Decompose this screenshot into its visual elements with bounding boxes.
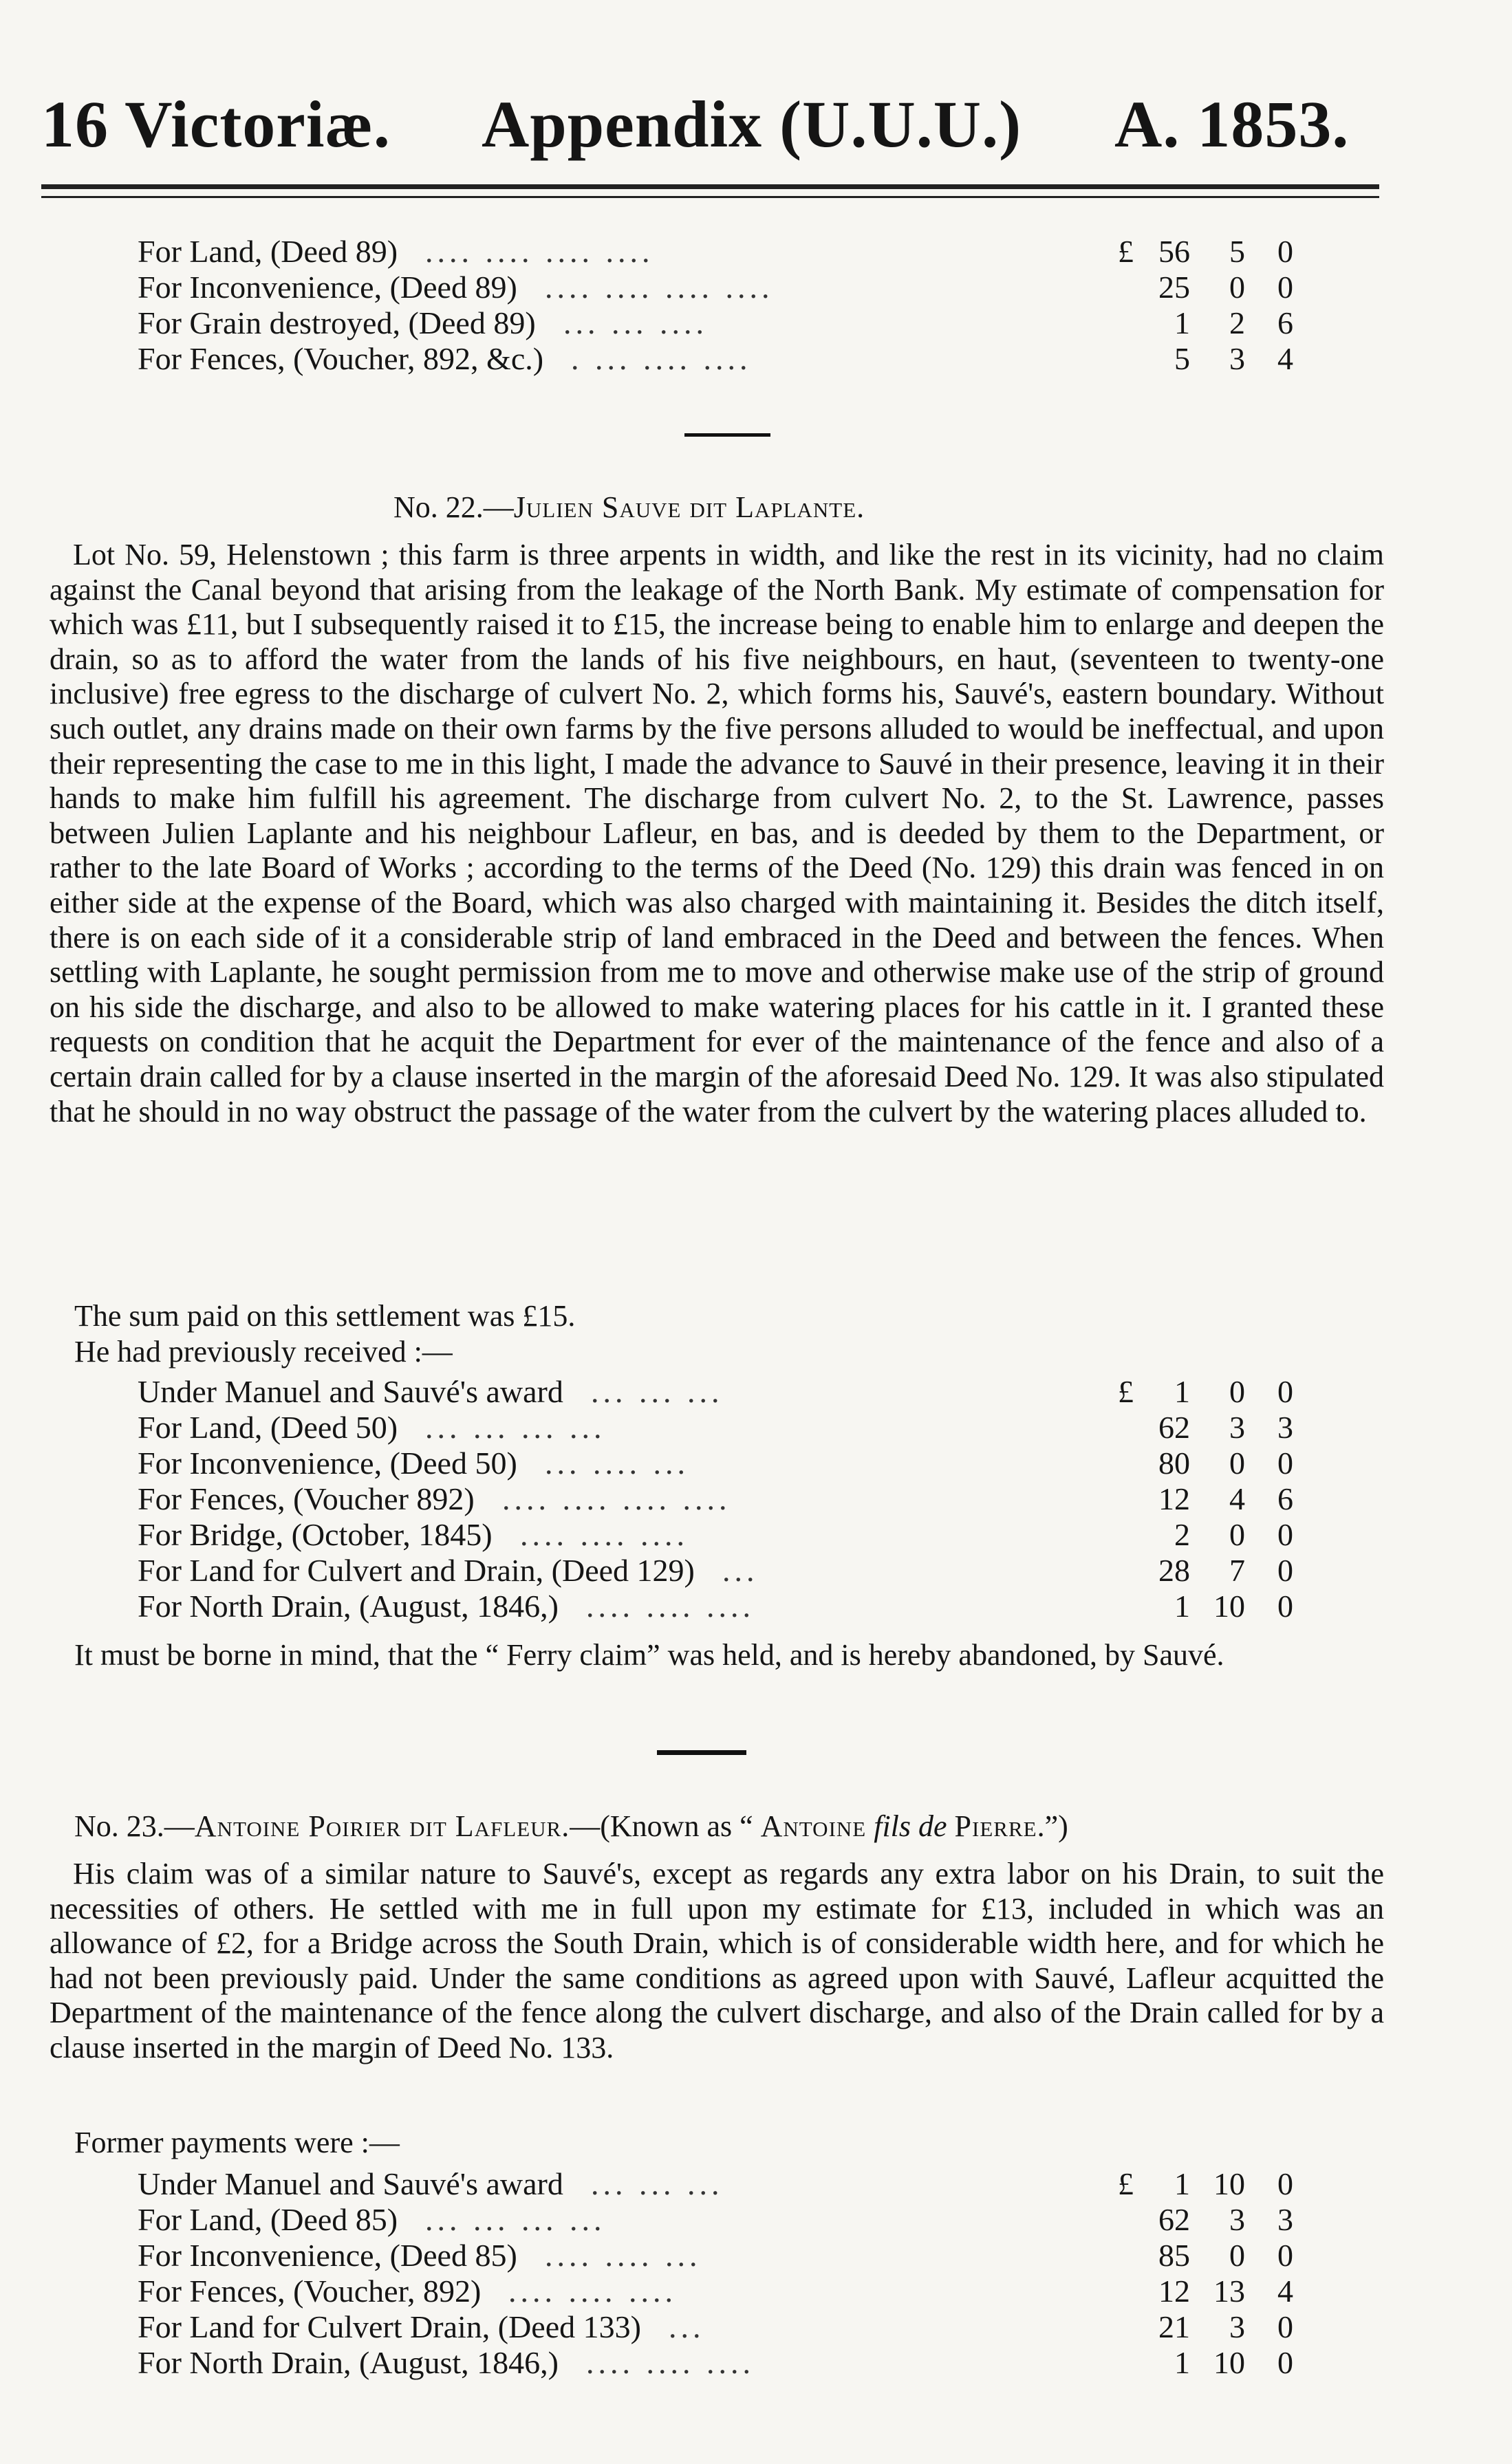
ledger-shillings: 0: [1229, 1517, 1245, 1552]
ledger-pence: 0: [1277, 1446, 1293, 1481]
section-22-ledger: [138, 1374, 1293, 1624]
ledger-label: For Fences, (Voucher 892): [138, 1481, 475, 1516]
section-23-known-prefix: —(Known as “: [570, 1809, 761, 1843]
ledger-pence: 0: [1277, 234, 1293, 269]
ledger-pounds: 21: [1158, 2309, 1190, 2344]
ledger-row: [138, 2274, 1293, 2309]
section-divider: [684, 433, 770, 437]
ledger-leader-dots: .... .... ....: [586, 1589, 755, 1624]
page-header: [41, 86, 1390, 168]
ledger-pounds: 1: [1174, 1589, 1190, 1624]
ledger-row: [138, 341, 1293, 377]
section-23-known-suffix: .”): [1037, 1809, 1068, 1843]
ledger-shillings: 10: [1213, 2345, 1245, 2380]
ledger-pounds: 56: [1158, 234, 1190, 269]
ledger-pounds: 25: [1158, 270, 1190, 305]
section-divider: [657, 1750, 746, 1755]
ledger-shillings: 0: [1229, 2238, 1245, 2273]
ledger-pence: 4: [1277, 341, 1293, 376]
ledger-pence: 0: [1277, 270, 1293, 305]
ledger-label: For Bridge, (October, 1845): [138, 1517, 493, 1552]
ledger-label: For Inconvenience, (Deed 89): [138, 270, 517, 305]
ledger-leader-dots: .... .... .... ....: [545, 270, 774, 305]
ledger-leader-dots: ...: [669, 2309, 705, 2344]
ledger-pence: 0: [1277, 1589, 1293, 1624]
ledger-row: [138, 2345, 1293, 2381]
ledger-label: For North Drain, (August, 1846,): [138, 2345, 559, 2380]
ledger-pounds: 80: [1158, 1446, 1190, 1481]
ledger-pounds: 2: [1174, 1517, 1190, 1552]
ledger-label: For Land, (Deed 50): [138, 1410, 398, 1445]
section-22-sum-line: The sum paid on this settlement was £15.: [74, 1299, 576, 1333]
ledger-leader-dots: ...: [722, 1553, 759, 1588]
ledger-row: [138, 1410, 1293, 1446]
ledger-currency: £: [1118, 234, 1134, 269]
header-year: A. 1853.: [1114, 87, 1350, 161]
ledger-shillings: 2: [1229, 305, 1245, 340]
ledger-row: [138, 1589, 1293, 1624]
ledger-label: For Fences, (Voucher, 892, &c.): [138, 341, 544, 376]
ledger-pence: 0: [1277, 1517, 1293, 1552]
ledger-leader-dots: ... ... ....: [563, 305, 708, 340]
ledger-leader-dots: .... .... ...: [545, 2238, 702, 2273]
section-22-previous-line: He had previously received :—: [74, 1335, 453, 1369]
ledger-pence: 0: [1277, 2166, 1293, 2201]
ledger-pounds: 1: [1174, 1374, 1190, 1409]
header-appendix: Appendix (U.U.U.): [482, 87, 1022, 161]
ledger-pounds: 12: [1158, 1481, 1190, 1516]
section-22-paragraph: Lot No. 59, Helenstown ; this farm is three arpents in width, and like the rest in its vicinity, had no claim against the Canal beyond that arising from the leakage of the North Bank. My estimate of compensation for which was £11, but I subsequently raised it to £15, the increase being to enable him to enlarge and deepen the drain, so as to afford the water from the lands of his five neighbours, en haut, (seventeen to twenty-one inclusive) free egress to the discharge of culvert No. 2, which forms his, Sauvé's, eastern boundary. Without such outlet, any drains made on their own farms by the five persons alluded to would be ineffectual, and upon their representing the case to me in this light, I made the advance to Sauvé in their presence, leaving it in their hands to make him fulfill his agreement. The discharge from culvert No. 2, to the St. Lawrence, passes between Julien Laplante and his neighbour Lafleur, en bas, and is deeded by them to the Department, or rather to the late Board of Works ; according to the terms of the Deed (No. 129) this drain was fenced in on either side at the expense of the Board, which was also charged with maintaining it. Besides the ditch itself, there is on each side of it a considerable strip of land embraced in the Deed and between the fences. When settling with Laplante, he sought permission from me to move and otherwise make use of the strip of ground on his side the discharge, and also to be allowed to make watering places for his cattle in it. I granted these requests on condition that he acquit the Department for ever of the maintenance of the fence and also of a certain drain called for by a clause inserted in the margin of the aforesaid Deed No. 129. It was also stipulated that he should in no way obstruct the passage of the water from the culvert by the watering places alluded to.: [50, 538, 1384, 1129]
ledger-leader-dots: . ... .... ....: [571, 341, 752, 376]
ledger-shillings: 5: [1229, 234, 1245, 269]
ledger-pounds: 1: [1174, 305, 1190, 340]
ledger-currency: £: [1118, 1374, 1134, 1409]
ledger-shillings: 4: [1229, 1481, 1245, 1516]
ledger-shillings: 3: [1229, 1410, 1245, 1445]
ledger-pence: 6: [1277, 305, 1293, 340]
ledger-pence: 0: [1277, 2309, 1293, 2344]
ledger-currency: £: [1118, 2166, 1134, 2201]
ledger-row: [138, 305, 1293, 341]
ledger-shillings: 3: [1229, 2309, 1245, 2344]
section-23-previous-line: Former payments were :—: [74, 2126, 400, 2159]
ledger-pounds: 28: [1158, 1553, 1190, 1588]
ledger-label: For Fences, (Voucher, 892): [138, 2274, 482, 2309]
ledger-leader-dots: .... .... ....: [520, 1517, 689, 1552]
ledger-leader-dots: ... ... ...: [591, 2166, 724, 2201]
section-22-heading: [393, 490, 865, 525]
section-23-ledger: [138, 2166, 1293, 2381]
ledger-pence: 6: [1277, 1481, 1293, 1516]
ledger-pounds: 85: [1158, 2238, 1190, 2273]
ledger-pounds: 62: [1158, 1410, 1190, 1445]
section-23-known-name: Antoine: [760, 1809, 867, 1843]
ledger-pence: 0: [1277, 1374, 1293, 1409]
ledger-row: [138, 1446, 1293, 1481]
ledger-row: [138, 2309, 1293, 2345]
section-23-name: Antoine Poirier dit Lafleur.: [194, 1809, 570, 1843]
ledger-row: [138, 1374, 1293, 1410]
ledger-pounds: 1: [1174, 2166, 1190, 2201]
ledger-label: For Inconvenience, (Deed 50): [138, 1446, 517, 1481]
ledger-label: For Grain destroyed, (Deed 89): [138, 305, 536, 340]
ledger-row: [138, 2166, 1293, 2202]
ledger-row: [138, 2202, 1293, 2238]
ledger-shillings: 7: [1229, 1553, 1245, 1588]
ledger-leader-dots: .... .... .... ....: [502, 1481, 731, 1516]
header-session: 16 Victoriæ.: [41, 87, 391, 161]
ledger-shillings: 0: [1229, 1374, 1245, 1409]
ledger-label: Under Manuel and Sauvé's award: [138, 2166, 563, 2201]
ledger-label: For Inconvenience, (Deed 85): [138, 2238, 517, 2273]
ledger-pence: 3: [1277, 1410, 1293, 1445]
ledger-leader-dots: ... ... ... ...: [425, 1410, 606, 1445]
ledger-pence: 3: [1277, 2202, 1293, 2237]
ledger-label: For Land, (Deed 89): [138, 234, 398, 269]
ledger-row: [138, 1517, 1293, 1553]
ledger-row: [138, 2238, 1293, 2274]
section-22-name: Julien Sauve dit Laplante.: [513, 490, 865, 524]
ledger-shillings: 13: [1213, 2274, 1245, 2309]
ledger-shillings: 10: [1213, 2166, 1245, 2201]
section-22-closing: It must be borne in mind, that the “ Ferry claim” was held, and is hereby abandoned, by Sauvé.: [74, 1638, 1224, 1672]
ledger-shillings: 10: [1213, 1589, 1245, 1624]
ledger-pence: 0: [1277, 2238, 1293, 2273]
ledger-leader-dots: .... .... .... ....: [425, 234, 654, 269]
ledger-leader-dots: ... ... ... ...: [425, 2202, 606, 2237]
ledger-leader-dots: ... ... ...: [591, 1374, 724, 1409]
ledger-shillings: 0: [1229, 1446, 1245, 1481]
ledger-pence: 4: [1277, 2274, 1293, 2309]
ledger-pounds: 1: [1174, 2345, 1190, 2380]
ledger-pounds: 5: [1174, 341, 1190, 376]
ledger-shillings: 3: [1229, 341, 1245, 376]
ledger-label: For Land, (Deed 85): [138, 2202, 398, 2237]
section-23-paragraph: His claim was of a similar nature to Sauvé's, except as regards any extra labor on his Drain, to suit the necessities of others. He settled with me in full upon my estimate for £13, included in which was an allowance of £2, for a Bridge across the South Drain, which is of considerable width here, and for which he had not been previously paid. Under the same conditions as agreed upon with Sauvé, Lafleur acquitted the Department of the maintenance of the fence along the culvert discharge, and also of the Drain called for by a clause inserted in the margin of Deed No. 133.: [50, 1857, 1384, 2064]
ledger-label: Under Manuel and Sauvé's award: [138, 1374, 563, 1409]
ledger-leader-dots: ... .... ...: [545, 1446, 689, 1481]
section-23-heading: [74, 1809, 1068, 1844]
header-rule-thin: [41, 196, 1379, 198]
ledger-shillings: 3: [1229, 2202, 1245, 2237]
ledger-row: [138, 270, 1293, 305]
section-23-known-italic: fils de: [866, 1809, 955, 1843]
section-22-number: No. 22.—: [393, 490, 514, 524]
ledger-row: [138, 1481, 1293, 1517]
ledger-leader-dots: .... .... ....: [508, 2274, 677, 2309]
ledger-label: For North Drain, (August, 1846,): [138, 1589, 559, 1624]
ledger-pounds: 12: [1158, 2274, 1190, 2309]
ledger-label: For Land for Culvert and Drain, (Deed 129): [138, 1553, 695, 1588]
ledger-label: For Land for Culvert Drain, (Deed 133): [138, 2309, 641, 2344]
section-23-known-pierre: Pierre: [954, 1809, 1037, 1843]
ledger-shillings: 0: [1229, 270, 1245, 305]
ledger-row: [138, 234, 1293, 270]
ledger-pence: 0: [1277, 1553, 1293, 1588]
section-23-number: No. 23.—: [74, 1809, 195, 1843]
top-payment-ledger: [138, 234, 1293, 377]
ledger-leader-dots: .... .... ....: [586, 2345, 755, 2380]
ledger-pence: 0: [1277, 2345, 1293, 2380]
header-rule-thick: [41, 184, 1379, 189]
ledger-row: [138, 1553, 1293, 1589]
ledger-pounds: 62: [1158, 2202, 1190, 2237]
